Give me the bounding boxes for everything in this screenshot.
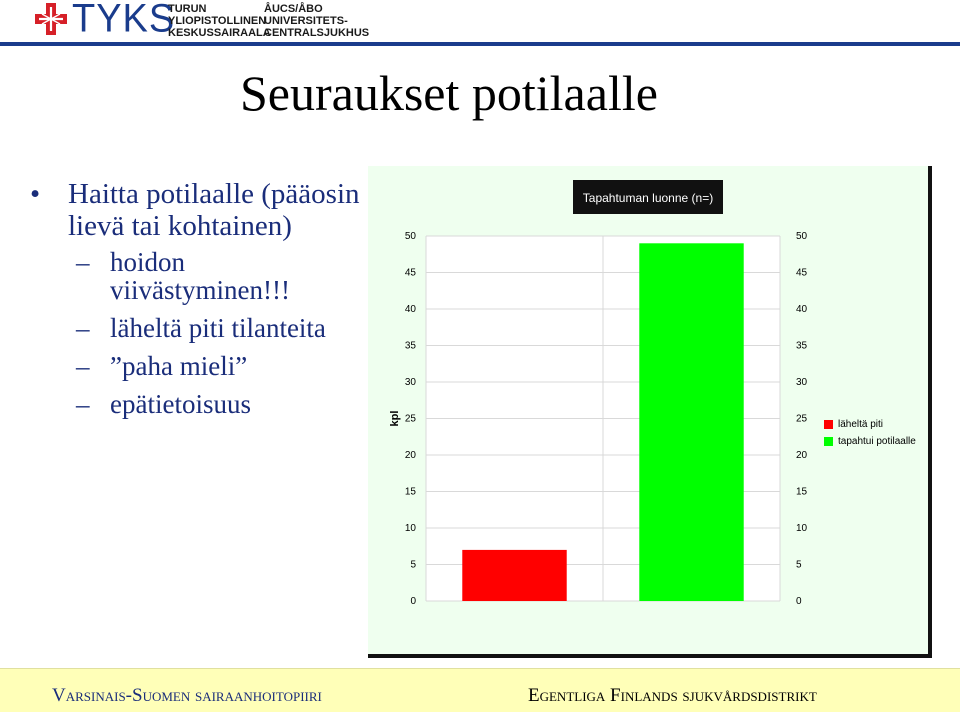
footer-left-text: Varsinais-Suomen sairaanhoitopiiri — [52, 685, 322, 706]
legend-item — [824, 416, 916, 433]
y-tick-label-left: 5 — [410, 559, 416, 571]
header — [0, 0, 960, 44]
y-tick-label-right: 30 — [796, 377, 808, 388]
sub-bullet — [30, 352, 370, 380]
y-tick-label-left: 40 — [404, 304, 416, 315]
y-tick-label-left: 30 — [404, 377, 416, 388]
bullet-main: • Haitta potilaalle (pääosin lievä tai kohtainen) — [30, 178, 370, 242]
footer — [0, 668, 960, 712]
legend-item — [824, 433, 916, 450]
footer-right-text: Egentliga Finlands sjukvårdsdistrikt — [528, 685, 817, 706]
y-tick-label-right: 50 — [796, 231, 808, 242]
y-axis-label: kpl — [389, 410, 401, 427]
sub-bullet — [30, 314, 370, 342]
tyks-cross-logo-icon — [34, 2, 68, 36]
legend-label: läheltä piti — [838, 419, 884, 430]
dash-marker: – — [76, 389, 90, 419]
chart-canvas — [368, 166, 928, 654]
chart-legend — [824, 416, 916, 450]
y-tick-label-left: 20 — [404, 450, 416, 461]
sub-bullet — [30, 248, 370, 304]
logo-text-fi — [168, 3, 271, 39]
y-tick-label-left: 50 — [404, 231, 416, 242]
legend-label: tapahtui potilaalle — [838, 436, 916, 447]
logo-fi-line: TURUN — [168, 3, 207, 15]
y-tick-label-left: 25 — [404, 413, 416, 425]
y-tick-label-right: 15 — [796, 486, 808, 498]
legend-swatch — [824, 420, 833, 429]
sub-bullet-line: hoidon — [110, 247, 186, 277]
sub-bullet — [30, 390, 370, 418]
y-tick-label-right: 0 — [796, 596, 802, 607]
y-tick-label-left: 10 — [404, 523, 416, 534]
y-tick-label-right: 5 — [796, 559, 802, 571]
logo-text-sv — [264, 3, 369, 39]
y-tick-label-right: 35 — [796, 340, 808, 352]
sub-bullet-line: epätietoisuus — [110, 389, 251, 419]
sub-bullet-line: viivästyminen!!! — [110, 275, 290, 305]
y-tick-label-left: 15 — [404, 486, 416, 498]
legend-swatch — [824, 437, 833, 446]
y-tick-label-left: 35 — [404, 340, 416, 352]
bar-tapahtui-potilaalle — [639, 243, 743, 601]
bar-chart — [368, 166, 932, 658]
y-tick-label-right: 45 — [796, 267, 808, 279]
dash-marker: – — [76, 351, 90, 381]
logo-fi-line: KESKUSSAIRAALA — [168, 27, 271, 39]
y-tick-label-right: 20 — [796, 450, 808, 461]
dash-marker: – — [76, 313, 90, 343]
logo-wordmark: TYKS — [72, 0, 176, 42]
logo-sv-line: ÅUCS/ÅBO — [264, 3, 323, 15]
logo-sv-line: UNIVERSITETS- — [264, 15, 348, 27]
dash-marker: – — [76, 247, 90, 277]
logo-sv-line: CENTRALSJUKHUS — [264, 27, 370, 39]
chart-title: Tapahtuman luonne (n=) — [582, 191, 714, 205]
slide-title: Seuraukset potilaalle — [240, 65, 658, 121]
sub-bullet-list — [30, 248, 370, 418]
y-tick-label-right: 25 — [796, 413, 808, 425]
header-rule — [0, 42, 960, 46]
y-tick-label-left: 0 — [410, 596, 416, 607]
y-tick-label-right: 10 — [796, 523, 808, 534]
bar-lahelta-piti — [462, 550, 566, 601]
sub-bullet-line: ”paha mieli” — [110, 351, 248, 381]
y-tick-label-left: 45 — [404, 267, 416, 279]
logo-fi-line: YLIOPISTOLLINEN — [168, 15, 267, 27]
sub-bullet-line: läheltä piti tilanteita — [110, 313, 326, 343]
y-tick-label-right: 40 — [796, 304, 808, 315]
bullet-list — [30, 178, 370, 428]
